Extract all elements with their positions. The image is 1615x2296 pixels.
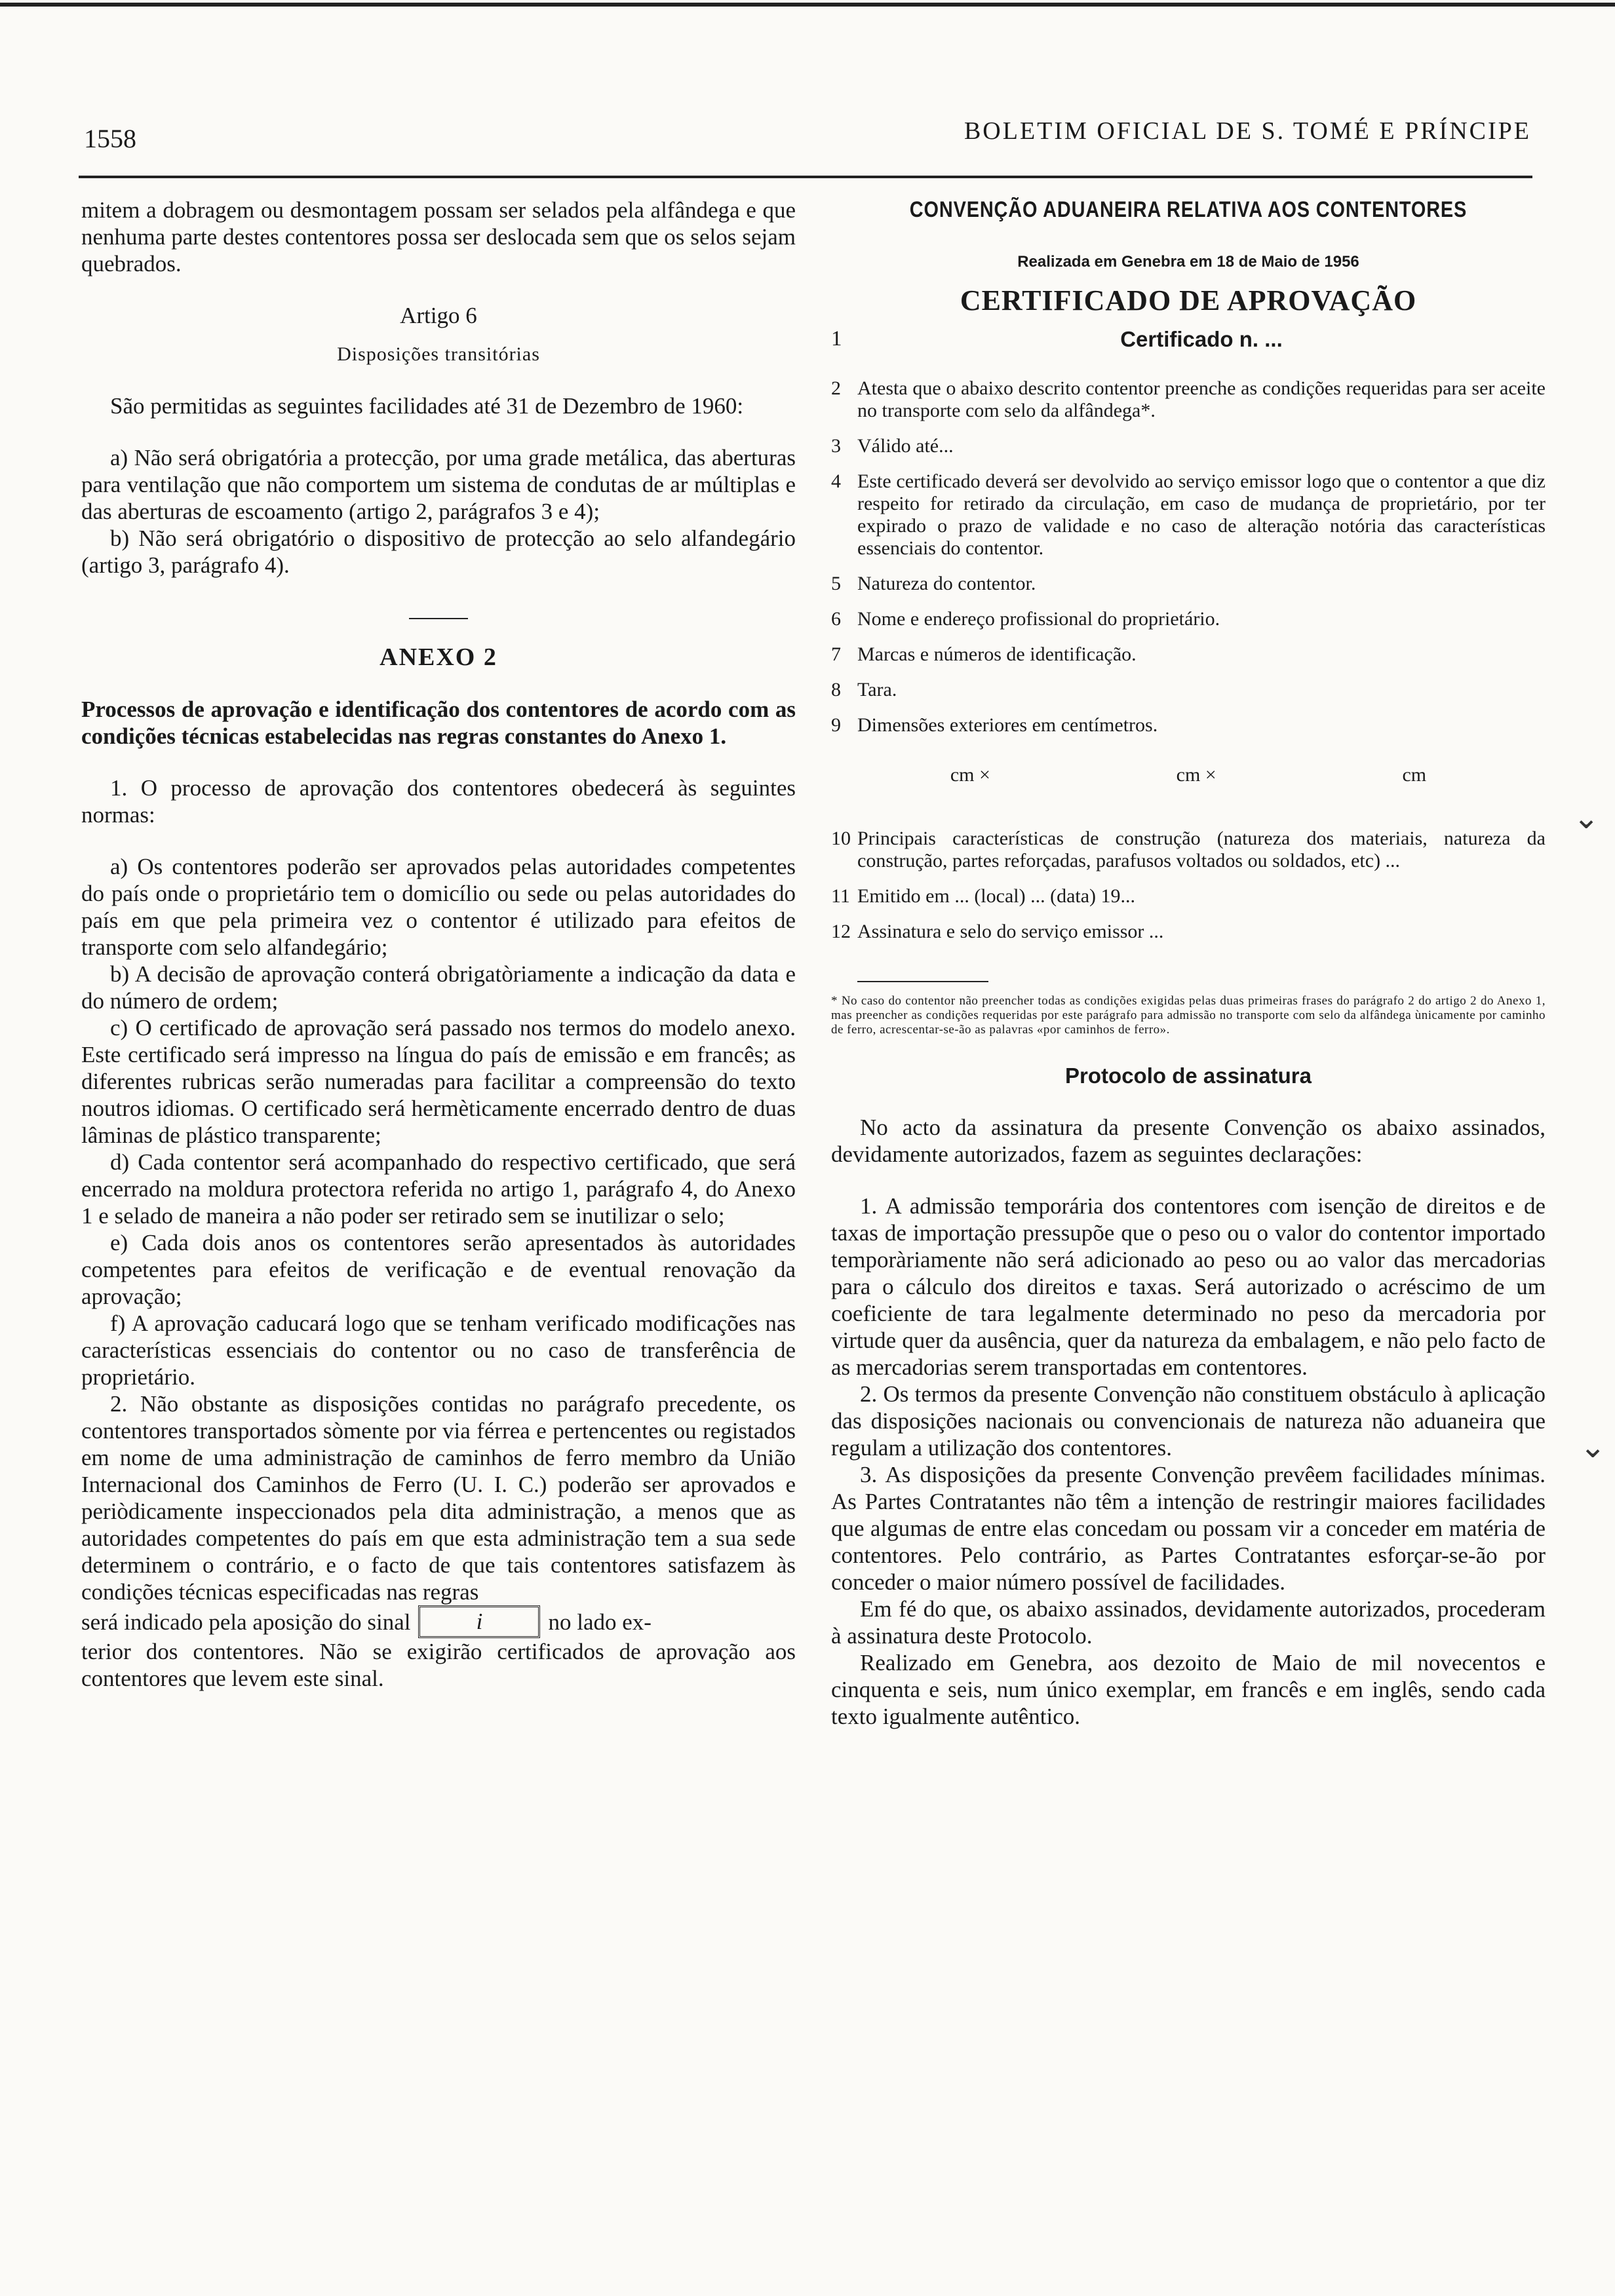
article-heading: Artigo 6: [400, 303, 477, 328]
item-number: 9: [831, 714, 841, 736]
certificate-title: CERTIFICADO DE APROVAÇÃO: [960, 284, 1417, 316]
section-subheading: Disposições transitórias: [337, 343, 540, 365]
certificate-item: [831, 828, 1546, 872]
dimension-field: cm: [1402, 764, 1427, 786]
paragraph-1c: c) O certificado de aprovação será passado nos termos do modelo anexo. Este certificado será impresso na língua do país de emissão e em francês; as diferentes rubricas serão numeradas para facilitar a compreensão do texto noutros idiomas. O certificado será hermèticamente encerrado dentro de duas lâminas de plástico transparente;: [81, 1015, 796, 1148]
protocol-item-3: 3. As disposições da presente Convenção prevêem facilidades mínimas. As Partes Contratantes não têm a intenção de restringir maiores facilidades que algumas de entre elas concedam ou possam vir a conceder em matéria de contentores. Pelo contrário, as Partes Contratantes esforçar-se-ão por conceder o maior número possível de facilidades.: [831, 1462, 1546, 1595]
item-text: Este certificado deverá ser devolvido ao serviço emissor logo que o contentor a que diz respeito for retirado da circulação, em caso de mudança de proprietário, por ter expirado o prazo de validade e no caso de alteração notória das características essenciais do contentor.: [857, 470, 1546, 559]
certificate-item: [831, 679, 1546, 701]
protocol-intro: No acto da assinatura da presente Convenção os abaixo assinados, devidamente autorizados, fazem as seguintes declarações:: [831, 1115, 1546, 1167]
certificate-item: [831, 608, 1546, 630]
item-number: 11: [831, 885, 850, 907]
left-column: [81, 197, 796, 1692]
item-text: Tara.: [857, 679, 897, 700]
sign-line: [81, 1605, 796, 1638]
paragraph-1b: b) A decisão de aprovação conterá obrigatòriamente a indicação da data e do número de ordem;: [81, 961, 796, 1014]
paragraph-1: 1. O processo de aprovação dos contentores obedecerá às seguintes normas:: [81, 775, 796, 828]
protocol-item-2: 2. Os termos da presente Convenção não constituem obstáculo à aplicação das disposições nacionais ou convencionais de natureza não aduaneira que regulam a utilização dos contentores.: [831, 1381, 1546, 1461]
running-head: BOLETIM OFICIAL DE S. TOMÉ E PRÍNCIPE: [963, 117, 1531, 145]
paragraph-b: b) Não será obrigatório o dispositivo de protecção ao selo alfandegário (artigo 3, parágrafo 4).: [81, 526, 796, 578]
item-text: Emitido em ... (local) ... (data) 19...: [857, 885, 1136, 907]
protocol-title: Protocolo de assinatura: [1065, 1063, 1312, 1088]
certificate-item-number: 1: [831, 327, 842, 351]
item-text: Natureza do contentor.: [857, 573, 1036, 594]
certificate-item: [831, 885, 1546, 908]
item-text: Atesta que o abaixo descrito contentor preenche as condições requeridas para ser aceite no transporte com selo da alfândega*.: [857, 377, 1546, 421]
dimension-field: cm ×: [1176, 764, 1216, 786]
margin-mark-icon: ⌄: [1580, 1430, 1606, 1464]
item-number: 7: [831, 643, 841, 665]
footnote: * No caso do contentor não preencher todas as condições exigidas pelas duas primeiras frases do parágrafo 2 do artigo 2 do Anexo 1, mas preencher as condições requeridas por este parágrafo para admissão no transporte com selo da alfândega ùnicamente por caminho de ferro, acrescentar-se-ão as palavras «por caminhos de ferro».: [831, 994, 1546, 1037]
paragraph-permitidas: São permitidas as seguintes facilidades até 31 de Dezembro de 1960:: [110, 393, 744, 419]
protocol-done-at: Realizado em Genebra, aos dezoito de Maio de mil novecentos e cinquenta e seis, num único exemplar, em francês e em inglês, sendo cada texto igualmente autêntico.: [831, 1650, 1546, 1729]
protocol-item-1: 1. A admissão temporária dos contentores com isenção de direitos e de taxas de importação pressupõe que o peso ou o valor do contentor importado temporàriamente não será adicionado ao peso ou ao valor das mercadorias para o cálculo dos direitos e taxas. Será autorizado o acréscimo de um coeficiente de tara legalmente determinado no peso da mercadoria por virtude quer da ausência, quer da natureza da embalagem, e não pelo facto de as mercadorias serem transportadas em contentores.: [831, 1193, 1546, 1380]
item-number: 10: [831, 828, 851, 849]
dimension-field: cm ×: [950, 764, 990, 786]
paragraph-a: a) Não será obrigatória a protecção, por uma grade metálica, das aberturas para ventilação que não comportem um sistema de condutas de ar múltiplas e das aberturas de escoamento (artigo 2, parágrafos 3 e 4);: [81, 445, 796, 524]
certificate-item: [831, 643, 1546, 666]
top-border-line: [0, 3, 1615, 7]
certificate-item: [831, 435, 1546, 457]
annex-title: ANEXO 2: [379, 643, 497, 671]
item-text: Assinatura e selo do serviço emissor ...: [857, 921, 1164, 942]
item-number: 3: [831, 435, 841, 457]
item-text: Marcas e números de identificação.: [857, 643, 1137, 665]
item-number: 8: [831, 679, 841, 700]
item-number: 2: [831, 377, 841, 399]
item-text: Nome e endereço profissional do proprietário.: [857, 608, 1220, 630]
paragraph-intro: mitem a dobragem ou desmontagem possam ser selados pela alfândega e que nenhuma parte destes contentores possa ser deslocada sem que os selos sejam quebrados.: [81, 197, 796, 277]
uic-sign-symbol: i: [418, 1605, 540, 1638]
certificate-item: [831, 921, 1546, 943]
item-text: Principais características de construção (natureza dos materiais, natureza da construção, partes reforçadas, parafusos voltados ou soldados, etc) ...: [857, 828, 1546, 871]
item-text: Dimensões exteriores em centímetros.: [857, 714, 1158, 736]
sign-line-pre: será indicado pela aposição do sinal: [81, 1609, 411, 1635]
certificate-item: [831, 470, 1546, 560]
item-text: Válido até...: [857, 435, 954, 457]
certificate-item: [831, 377, 1546, 422]
margin-mark-icon: ⌄: [1573, 801, 1600, 835]
sign-line-post: no lado ex-: [548, 1609, 652, 1635]
right-column: [831, 197, 1546, 1730]
certificate-items: [831, 377, 1546, 737]
header-rule: [79, 176, 1532, 178]
item-number: 6: [831, 608, 841, 630]
convention-subtitle: Realizada em Genebra em 18 de Maio de 1956: [1017, 253, 1359, 271]
paragraph-2-end: terior dos contentores. Não se exigirão certificados de aprovação aos contentores que levem este sinal.: [81, 1639, 796, 1691]
item-number: 12: [831, 921, 851, 942]
certificate-number-label: Certificado n. ...: [1120, 327, 1283, 351]
certificate-number-line: [831, 326, 1546, 353]
paragraph-1a: a) Os contentores poderão ser aprovados pelas autoridades competentes do país onde o proprietário tem o domicílio ou sede ou pelas autoridades do país em que pela primeira vez o contentor é utilizado para efeitos de transporte com selo alfandegário;: [81, 854, 796, 960]
paragraph-1e: e) Cada dois anos os contentores serão apresentados às autoridades competentes para efeitos de verificação e de eventual renovação da aprovação;: [81, 1230, 796, 1309]
protocol-attestation: Em fé do que, os abaixo assinados, devidamente autorizados, procederam à assinatura deste Protocolo.: [831, 1596, 1546, 1649]
dimensions-line: [831, 761, 1546, 788]
certificate-item: [831, 714, 1546, 737]
item-number: 4: [831, 470, 841, 492]
paragraph-1f: f) A aprovação caducará logo que se tenham verificado modificações nas características essenciais do contentor ou no caso de transferência de proprietário.: [81, 1311, 796, 1390]
paragraph-1d: d) Cada contentor será acompanhado do respectivo certificado, que será encerrado na moldura protectora referida no artigo 1, parágrafo 4, do Anexo 1 e selado de maneira a não poder ser retirado sem se inutilizar o selo;: [81, 1149, 796, 1229]
certificate-item: [831, 573, 1546, 595]
paragraph-2: 2. Não obstante as disposições contidas no parágrafo precedente, os contentores transportados sòmente por via férrea e pertencentes ou registados em nome de uma administração de caminhos de ferro membro da União Internacional dos Caminhos de Ferro (U. I. C.) poderão ser aprovados e periòdicamente inspeccionados pela dita administração, a menos que as autoridades competentes do país em que esta administração tem a sua sede determinem o contrário, e o facto de que tais contentores satisfazem às condições técnicas especificadas nas regras: [81, 1391, 796, 1605]
page-number: 1558: [84, 124, 136, 153]
annex-heading: Processos de aprovação e identificação dos contentores de acordo com as condições técnicas estabelecidas nas regras constantes do Anexo 1.: [81, 697, 796, 749]
certificate-items-continued: [831, 828, 1546, 943]
item-number: 5: [831, 573, 841, 594]
convention-title: CONVENÇÃO ADUANEIRA RELATIVA AOS CONTENTORES: [909, 197, 1468, 222]
